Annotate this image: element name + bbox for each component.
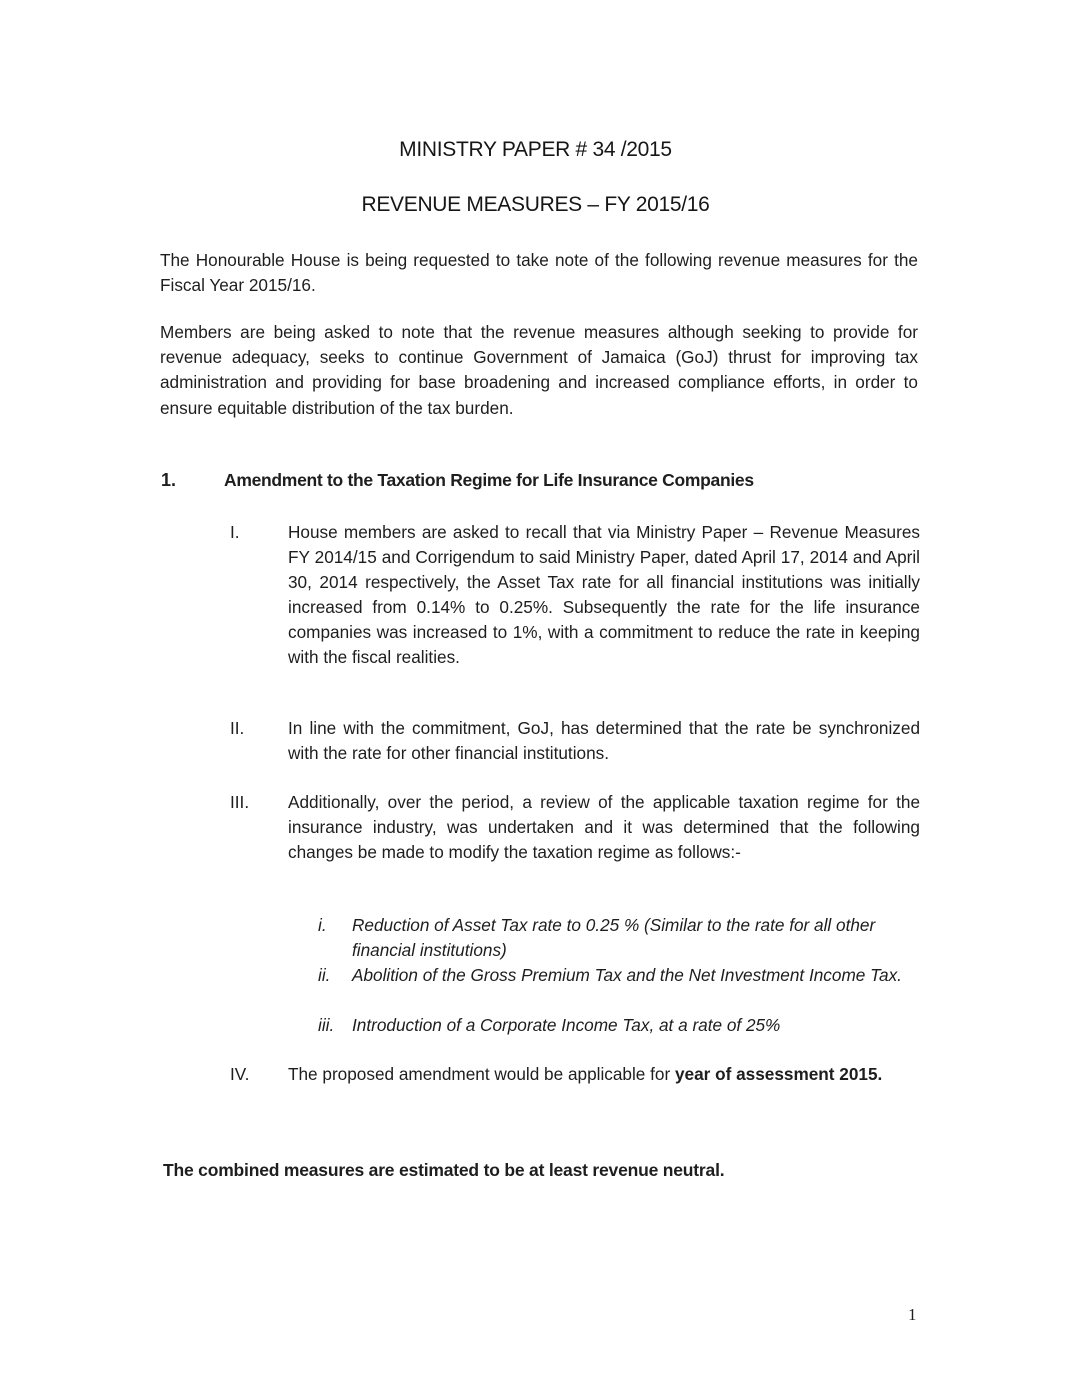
sub-item-numeral: iii. [318, 1015, 335, 1035]
list-item [230, 790, 920, 865]
item-text-plain: The proposed amendment would be applicable for [288, 1064, 675, 1084]
item-numeral: I. [230, 522, 240, 542]
sub-item-text: Reduction of Asset Tax rate to 0.25 % (Similar to the rate for all other financial institutions) [352, 915, 876, 960]
item-numeral: III. [230, 792, 250, 812]
list-item [230, 520, 920, 670]
item-text: Additionally, over the period, a review of the applicable taxation regime for the insurance industry, was undertaken and it was determined that the following changes be made to modify the taxation regime as follows:- [288, 792, 920, 862]
closing-statement: The combined measures are estimated to be at least revenue neutral. [163, 1160, 725, 1180]
page-subtitle: REVENUE MEASURES – FY 2015/16 [361, 193, 710, 216]
list-item [230, 716, 920, 766]
sub-item-numeral: i. [318, 915, 327, 935]
sub-item-text: Introduction of a Corporate Income Tax, at a rate of 25% [352, 1015, 781, 1035]
item-text: In line with the commitment, GoJ, has determined that the rate be synchronized with the rate for other financial institutions. [288, 718, 920, 763]
sub-list-item [318, 913, 921, 963]
page-number: 1 [908, 1305, 917, 1324]
intro-paragraph: The Honourable House is being requested to take note of the following revenue measures for the Fiscal Year 2015/16. [160, 250, 918, 296]
section-number: 1. [161, 470, 177, 490]
sub-item-text: Abolition of the Gross Premium Tax and the Net Investment Income Tax. [352, 965, 902, 985]
section-heading: Amendment to the Taxation Regime for Life Insurance Companies [224, 470, 754, 490]
sub-item-numeral: ii. [318, 965, 331, 985]
item-numeral: II. [230, 718, 245, 738]
sub-list-item [318, 1013, 921, 1038]
members-paragraph: Members are being asked to note that the revenue measures although seeking to provide for revenue adequacy, seeks to continue Government of Jamaica (GoJ) thrust for improving tax administration and providing for base broadening and increased compliance efforts, in order to ensure equitable distribution of the tax burden. [160, 322, 918, 418]
sub-list-item [318, 963, 921, 988]
item-text-bold: year of assessment 2015. [674, 1064, 883, 1084]
list-item [230, 1062, 920, 1087]
item-numeral: IV. [230, 1064, 250, 1084]
item-text: House members are asked to recall that via Ministry Paper – Revenue Measures FY 2014/15 and Corrigendum to said Ministry Paper, dated April 17, 2014 and April 30, 2014 respectively, the Asset Tax rate for all financial institutions was initially increased from 0.14% to 0.25%. Subsequently the rate for the life insurance companies was increased to 1%, with a commitment to reduce the rate in keeping with the fiscal realities. [288, 522, 920, 667]
page-title: MINISTRY PAPER # 34 /2015 [399, 138, 672, 161]
item-text [288, 1062, 920, 1087]
